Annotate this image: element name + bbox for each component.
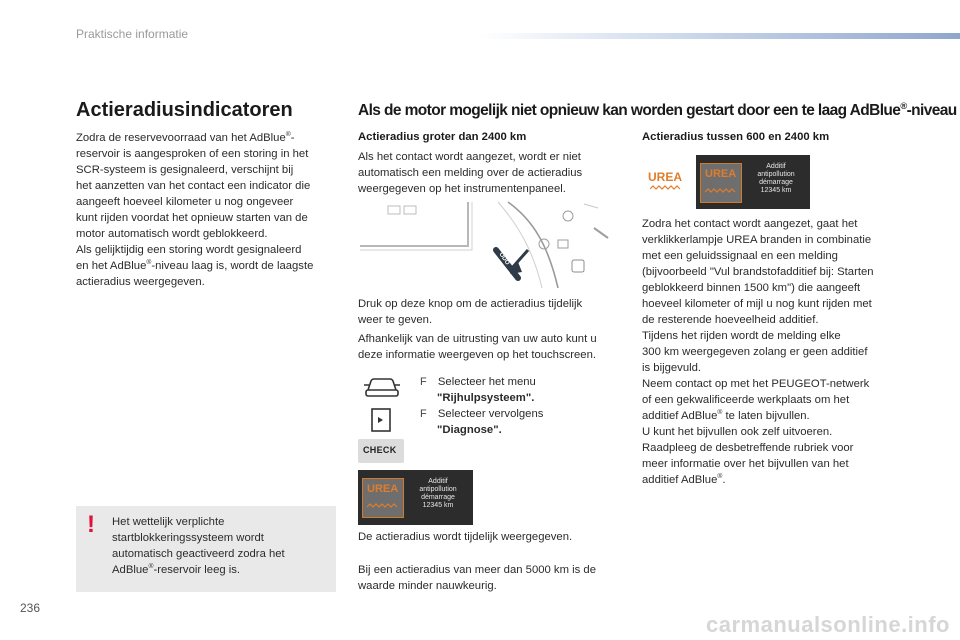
message-line: démarrage [759,179,793,186]
text-line: is bijgevuld. [642,362,702,374]
instrument-panel-illustration [358,200,620,288]
warning-line: automatisch geactiveerd zodra het [112,548,285,560]
urea-message [744,163,808,195]
text-line: Raadpleeg de desbetreffende rubriek voor [642,442,854,454]
driving-assist-car-icon [362,372,402,400]
check-button-label: CHECK [363,445,397,455]
watermark: carmanualsonline.info [706,612,950,637]
message-line: Additif [428,478,448,485]
bullet-icon: F [420,376,427,388]
text-line: meer informatie over het bijvullen van het [642,458,849,470]
text-line: Als het contact wordt aangezet, wordt er niet [358,151,581,163]
text-line: of een gekwalificeerde werkplaats om het [642,394,850,406]
message-line: 12345 km [760,187,792,194]
urea-display-panel [358,470,473,525]
text-line: automatisch een melding over de actieradius [358,167,583,179]
urea-message [406,478,470,510]
text-line: Tijdens het rijden wordt de melding elke [642,330,841,342]
urea-display-panel [696,155,810,209]
warning-box [76,506,336,592]
check-button[interactable] [358,439,404,463]
text-line: Zodra het contact wordt aangezet, gaat het [642,218,858,230]
urea-wave-icon [705,188,737,194]
page-number: 236 [20,601,41,615]
menu-driving-assist-label: "Rijhulpsysteem" [437,392,532,404]
paragraph-temporary-display: De actieradius wordt tijdelijk weergegeven. [358,531,573,543]
page-title: Actieradiusindicatoren [76,99,293,121]
intro-line: motor automatisch wordt geblokkeerd. [76,228,268,240]
menu-driving-assist-link[interactable]: "Rijhulpsysteem". [437,392,535,404]
diagnose-icon [368,406,394,434]
text-line: met een geluidssignaal en een melding [642,250,838,262]
message-line: démarrage [421,494,455,501]
warning-line: Het wettelijk verplichte [112,516,225,528]
message-line: antipollution [757,171,795,178]
urea-warning-lamp [362,478,404,518]
text-line: Afhankelijk van de uitrusting van uw auto kunt u [358,333,597,345]
text-line: Bij een actieradius van meer dan 5000 km is de [358,564,596,576]
text-line: additief AdBlue® te laten bijvullen. [642,409,810,422]
dashboard-drawing [358,200,620,288]
urea-label: UREA [367,483,399,495]
step-1-label: Selecteer het menu [437,376,536,388]
paragraph-accuracy-note [358,562,620,594]
message-line: Additif [766,163,786,170]
menu-diagnose-link[interactable]: "Diagnose". [437,424,502,436]
step-2-text [420,406,543,422]
heading-range-over-2400: Actieradius groter dan 2400 km [358,131,527,143]
intro-line: het aanzetten van het contact een indicator die [76,180,311,192]
warning-text [112,514,322,578]
intro-line: kunt rijden voordat het opnieuw starten van de [76,212,308,224]
text-line: waarde minder nauwkeurig. [358,580,497,592]
urea-warning-lamp [700,163,742,203]
urea-wave-icon [650,185,684,191]
message-line: 12345 km [422,502,454,509]
section-title: Als de motor mogelijk niet opnieuw kan worden gestart door een te laag AdBlue®-niveau [358,100,957,119]
warning-line: startblokkeringssysteem wordt [112,532,264,544]
heading-range-600-2400: Actieradius tussen 600 en 2400 km [642,131,830,143]
text-line: hoeveel kilometer of mijl u nog kunt rijden met [642,298,872,310]
menu-diagnose-label: "Diagnose" [437,424,499,436]
intro-paragraph [76,130,340,290]
intro-line: SCR-systeem is gesignaleerd, verschijnt bij [76,164,294,176]
text-line: U kunt het bijvullen ook zelf uitvoeren. [642,426,833,438]
text-line: (bijvoorbeeld "Vul brandstofadditief bij: Starten [642,266,874,278]
paragraph-urea-warning [642,216,912,488]
warning-line: AdBlue®-reservoir leeg is. [112,563,241,576]
urea-label: UREA [648,170,683,184]
text-line: deze informatie weergeven op het touchscreen. [358,349,597,361]
step-2-label: Selecteer vervolgens [437,408,544,420]
text-line: de resterende hoeveelheid additief. [642,314,819,326]
text-line: weergegeven op het instrumentenpaneel. [358,183,566,195]
intro-line: Als gelijktijdig een storing wordt gesignaleerd [76,244,302,256]
urea-wave-icon [367,503,399,509]
paragraph-no-auto-message [358,149,620,197]
intro-line: reservoir is aangesproken of een storing in het [76,148,309,160]
text-line: Neem contact op met het PEUGEOT-netwerk [642,378,870,390]
urea-indicator-lamp [648,168,688,194]
bullet-icon: F [420,408,427,420]
intro-line: aangeeft hoeveel kilometer u nog ongeveer [76,196,294,208]
paragraph-press-button [358,296,620,328]
text-line: geblokkeerd binnen 1500 km") die aangeeft [642,282,861,294]
paragraph-touchscreen [358,331,624,363]
text-line: weer te geven. [358,314,433,326]
text-line: additief AdBlue®. [642,473,726,486]
intro-line: en het AdBlue®-niveau laag is, wordt de laagste [76,259,314,272]
message-line: antipollution [419,486,457,493]
urea-label: UREA [705,168,737,180]
header-decor-bar [480,33,960,39]
warning-icon: ! [87,511,95,538]
step-1-text [420,374,536,390]
intro-line: actieradius weergegeven. [76,276,205,288]
odo-button-label: ODO [497,251,511,267]
text-line: 300 km weergegeven zolang er geen additief [642,346,868,358]
section-header: Praktische informatie [76,27,189,41]
intro-line: Zodra de reservevoorraad van het AdBlue®- [76,131,295,144]
text-line: verklikkerlampje UREA branden in combinatie [642,234,872,246]
text-line: Druk op deze knop om de actieradius tijdelijk [358,298,583,310]
